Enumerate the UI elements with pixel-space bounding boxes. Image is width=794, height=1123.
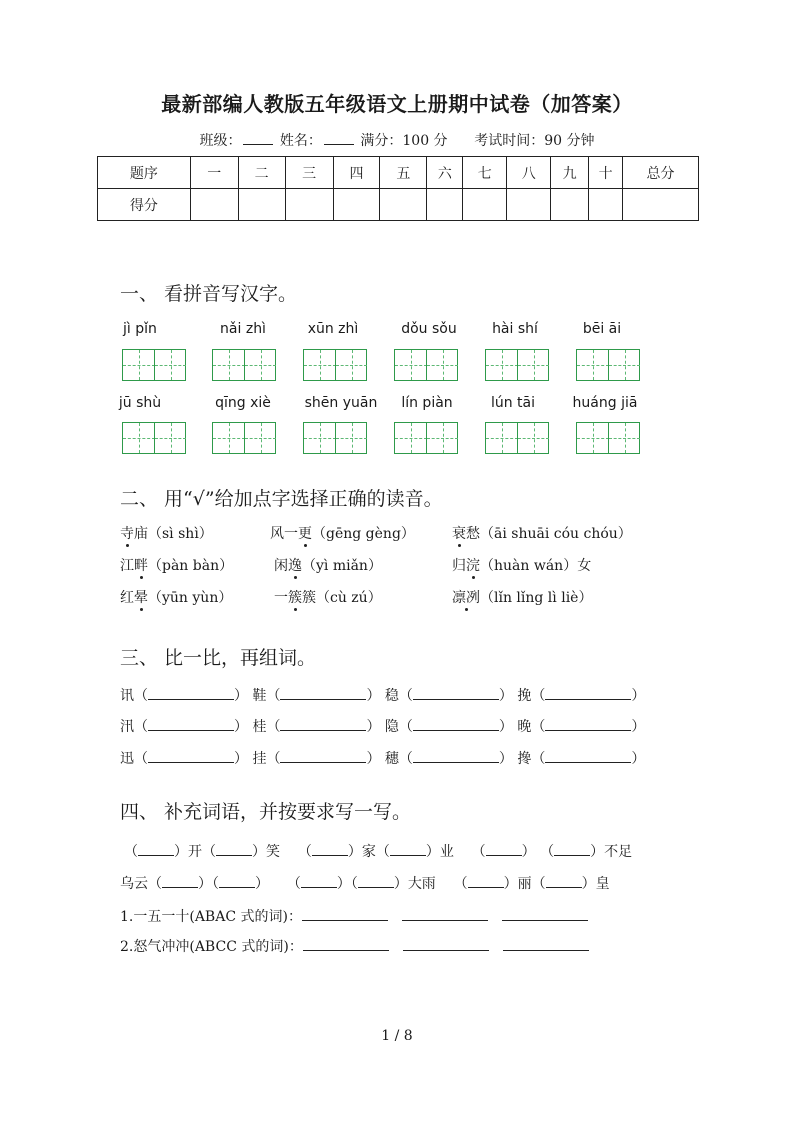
score-cell[interactable]: [589, 189, 623, 221]
left-paren: （: [134, 688, 148, 704]
exam-time: 考试时间：90 分钟: [474, 133, 595, 149]
answer-blank[interactable]: [545, 748, 631, 763]
char: 桂: [252, 719, 267, 735]
left-paren: （: [471, 844, 486, 860]
answer-blank[interactable]: [148, 716, 234, 731]
left-paren: （: [148, 876, 162, 892]
idiom-blank[interactable]: [138, 841, 174, 856]
write-question: [120, 936, 603, 956]
header-cell: 九: [551, 157, 589, 189]
writing-grid[interactable]: [212, 349, 276, 381]
left-paren: （: [266, 719, 281, 735]
write-question: [120, 906, 602, 926]
right-paren: ）: [255, 876, 269, 892]
header-cell: 五: [380, 157, 427, 189]
left-paren: （: [266, 688, 281, 704]
idiom-blank[interactable]: [358, 873, 394, 888]
char: 挽: [517, 688, 532, 704]
char: 讯: [120, 688, 134, 704]
left-paren: （: [398, 751, 413, 767]
left-paren: （: [202, 844, 216, 860]
writing-grid[interactable]: [485, 349, 549, 381]
section-2-heading: 二、 用“√”给加点字选择正确的读音。: [120, 488, 443, 510]
writing-grid[interactable]: [303, 422, 367, 454]
writing-grid[interactable]: [576, 349, 640, 381]
left-paren: （: [540, 844, 555, 860]
header-cell: 三: [285, 157, 333, 189]
idiom-char: 不足: [604, 844, 633, 860]
header-cell: 二: [238, 157, 285, 189]
item-pre: 风一: [270, 526, 298, 542]
header-cell: 四: [333, 157, 380, 189]
idiom-blank[interactable]: [162, 873, 198, 888]
writing-grid[interactable]: [576, 422, 640, 454]
right-paren: ）: [366, 751, 381, 767]
right-paren: ）: [498, 719, 513, 735]
page-title: 最新部编人教版五年级语文上册期中试卷（加答案）: [161, 92, 633, 116]
left-paren: （: [453, 876, 468, 892]
idiom-char: 开: [188, 844, 202, 860]
item-post: （gēng gèng）: [312, 526, 415, 542]
answer-line[interactable]: [402, 906, 488, 921]
right-paren: ）: [234, 751, 248, 767]
item-pre: 红: [120, 590, 134, 606]
item-post: （yì miǎn）: [302, 558, 382, 574]
writing-grid[interactable]: [485, 422, 549, 454]
left-paren: （: [350, 876, 358, 892]
left-paren: （: [124, 844, 138, 860]
header-cell: 六: [427, 157, 463, 189]
compare-row: [120, 716, 645, 736]
page-number: 1 / 8: [381, 1028, 413, 1044]
question-1: 1.一五一十(ABAC 式的词)：: [120, 909, 302, 925]
score-cell[interactable]: [380, 189, 427, 221]
idiom-char: 乌云: [120, 876, 148, 892]
right-paren: ）: [503, 876, 518, 892]
answer-line[interactable]: [503, 936, 589, 951]
pinyin: jū shù: [118, 395, 162, 411]
dotted-char: 寺: [120, 523, 134, 543]
left-paren: （: [531, 876, 546, 892]
pronunciation-item[interactable]: [274, 555, 382, 575]
right-paren: ）: [498, 688, 513, 704]
compare-row: [120, 748, 645, 768]
right-paren: ）: [425, 844, 440, 860]
score-cell[interactable]: [623, 189, 699, 221]
right-paren: ）: [631, 751, 646, 767]
pinyin: xūn zhì: [307, 321, 359, 337]
item-pre: 一: [274, 590, 288, 606]
score-cell[interactable]: [190, 189, 238, 221]
pinyin: jì pǐn: [123, 321, 157, 337]
answer-line[interactable]: [303, 936, 389, 951]
score-table-row: [98, 189, 699, 221]
section-3-heading: 三、 比一比，再组词。: [120, 647, 317, 669]
answer-blank[interactable]: [545, 716, 631, 731]
compare-row: [120, 685, 645, 705]
item-pre: 江: [120, 558, 134, 574]
idiom-char: 皇: [595, 876, 610, 892]
right-paren: ）: [366, 688, 381, 704]
question-2: 2.怒气冲冲(ABCC 式的词)：: [120, 939, 303, 955]
header-cell: 八: [507, 157, 551, 189]
idiom-blank[interactable]: [219, 873, 255, 888]
right-paren: ）: [174, 844, 188, 860]
header-cell: 七: [463, 157, 507, 189]
pronunciation-item[interactable]: [120, 587, 232, 607]
idiom-blank[interactable]: [486, 841, 522, 856]
score-table-header: [98, 157, 699, 189]
pinyin: dǒu sǒu: [401, 321, 457, 337]
char: 鞋: [252, 688, 267, 704]
right-paren: ）: [590, 844, 605, 860]
pinyin: bēi āi: [582, 321, 622, 337]
header-cell: 一: [190, 157, 238, 189]
char: 稳: [384, 688, 399, 704]
writing-grid[interactable]: [122, 422, 186, 454]
pinyin: shēn yuān: [304, 395, 378, 411]
pronunciation-item[interactable]: [452, 523, 632, 543]
dotted-char: 畔: [134, 555, 148, 575]
answer-blank[interactable]: [413, 685, 499, 700]
score-cell[interactable]: [285, 189, 333, 221]
dotted-char: 逸: [288, 555, 302, 575]
idiom-blank[interactable]: [301, 873, 337, 888]
left-paren: （: [134, 751, 148, 767]
score-cell[interactable]: [507, 189, 551, 221]
char: 挂: [252, 751, 267, 767]
row-label: 得分: [98, 189, 191, 221]
item-post: 愁（āi shuāi cóu chóu）: [466, 526, 632, 542]
class-blank[interactable]: [243, 130, 273, 145]
idiom-char: 丽: [517, 876, 532, 892]
right-paren: ）: [336, 876, 351, 892]
left-paren: （: [212, 876, 219, 892]
answer-line[interactable]: [403, 936, 489, 951]
writing-grid[interactable]: [394, 422, 458, 454]
pronunciation-item[interactable]: [452, 555, 591, 575]
pinyin: hài shí: [492, 321, 538, 337]
score-cell[interactable]: [463, 189, 507, 221]
idiom-row: [124, 841, 632, 861]
dotted-char: 衰: [452, 523, 466, 543]
idiom-blank[interactable]: [468, 873, 504, 888]
answer-blank[interactable]: [280, 748, 366, 763]
idiom-char: 大雨: [407, 876, 436, 892]
char: 搀: [517, 751, 532, 767]
idiom-blank[interactable]: [390, 841, 426, 856]
right-paren: ）: [631, 719, 646, 735]
idiom-char: 笑: [266, 844, 280, 860]
item-post: （pàn bàn）: [148, 558, 234, 574]
item-post: （lǐn lǐng lì liè）: [480, 590, 593, 606]
left-paren: （: [375, 844, 390, 860]
writing-grid[interactable]: [122, 349, 186, 381]
full-score: 满分：100 分: [360, 133, 448, 149]
pinyin: lún tāi: [490, 395, 536, 411]
left-paren: （: [398, 719, 413, 735]
item-post: 庙（sì shì）: [134, 526, 213, 542]
char: 穗: [384, 751, 399, 767]
answer-blank[interactable]: [280, 716, 366, 731]
idiom-char: 家: [361, 844, 376, 860]
name-blank[interactable]: [324, 130, 354, 145]
pronunciation-item[interactable]: [452, 587, 592, 607]
item-post: （huàn wán）女: [480, 558, 592, 574]
right-paren: ）: [366, 719, 381, 735]
item-post: 簇（cù zú）: [302, 590, 382, 606]
exam-meta: [0, 130, 794, 150]
header-cell: 总分: [623, 157, 699, 189]
answer-blank[interactable]: [280, 685, 366, 700]
name-label: 姓名：: [279, 133, 322, 149]
answer-blank[interactable]: [413, 748, 499, 763]
header-cell: 题序: [98, 157, 191, 189]
left-paren: （: [531, 688, 546, 704]
left-paren: （: [531, 751, 546, 767]
dotted-char: 浣: [466, 555, 480, 575]
right-paren: ）: [234, 688, 248, 704]
answer-blank[interactable]: [413, 716, 499, 731]
idiom-blank[interactable]: [554, 841, 590, 856]
char: 汛: [120, 719, 134, 735]
left-paren: （: [297, 844, 312, 860]
dotted-char: 簇: [288, 587, 302, 607]
answer-blank[interactable]: [545, 685, 631, 700]
item-post: （yūn yùn）: [148, 590, 233, 606]
pronunciation-item[interactable]: [274, 587, 382, 607]
idiom-blank[interactable]: [312, 841, 348, 856]
score-table: [97, 156, 699, 221]
dotted-char: 更: [298, 523, 312, 543]
right-paren: ）: [581, 876, 596, 892]
score-cell[interactable]: [333, 189, 380, 221]
answer-blank[interactable]: [148, 748, 234, 763]
right-paren: ）: [347, 844, 362, 860]
right-paren: ）: [234, 719, 248, 735]
header-cell: 十: [589, 157, 623, 189]
answer-blank[interactable]: [148, 685, 234, 700]
char: 隐: [384, 719, 399, 735]
item-pre: 归: [452, 558, 466, 574]
left-paren: （: [134, 719, 148, 735]
right-paren: ）: [498, 751, 513, 767]
char: 晚: [517, 719, 532, 735]
left-paren: （: [286, 876, 301, 892]
writing-grid[interactable]: [303, 349, 367, 381]
left-paren: （: [531, 719, 546, 735]
idiom-blank[interactable]: [546, 873, 582, 888]
writing-grid[interactable]: [212, 422, 276, 454]
right-paren: ）: [393, 876, 408, 892]
dotted-char: 凛冽: [452, 587, 480, 607]
idiom-blank[interactable]: [216, 841, 252, 856]
pronunciation-item[interactable]: [270, 523, 415, 543]
class-label: 班级：: [199, 133, 242, 149]
writing-grid[interactable]: [394, 349, 458, 381]
section-1-heading: 一、 看拼音写汉字。: [120, 283, 298, 305]
pinyin: huáng jiā: [572, 395, 638, 411]
idiom-row: [120, 873, 610, 893]
right-paren: ）: [252, 844, 266, 860]
pinyin: nǎi zhì: [220, 321, 266, 337]
answer-line[interactable]: [302, 906, 388, 921]
score-cell[interactable]: [427, 189, 463, 221]
score-cell[interactable]: [551, 189, 589, 221]
pronunciation-item[interactable]: [120, 523, 213, 543]
answer-line[interactable]: [502, 906, 588, 921]
section-4-heading: 四、 补充词语，并按要求写一写。: [120, 801, 412, 823]
right-paren: ）: [631, 688, 646, 704]
item-pre: 闲: [274, 558, 288, 574]
pronunciation-item[interactable]: [120, 555, 233, 575]
pinyin: qīng xiè: [215, 395, 271, 411]
score-cell[interactable]: [238, 189, 285, 221]
right-paren: ）: [521, 844, 536, 860]
left-paren: （: [266, 751, 281, 767]
dotted-char: 晕: [134, 587, 148, 607]
left-paren: （: [398, 688, 413, 704]
pinyin: lín piàn: [401, 395, 453, 411]
right-paren: ）: [198, 876, 212, 892]
char: 迅: [120, 751, 134, 767]
idiom-char: 业: [439, 844, 454, 860]
